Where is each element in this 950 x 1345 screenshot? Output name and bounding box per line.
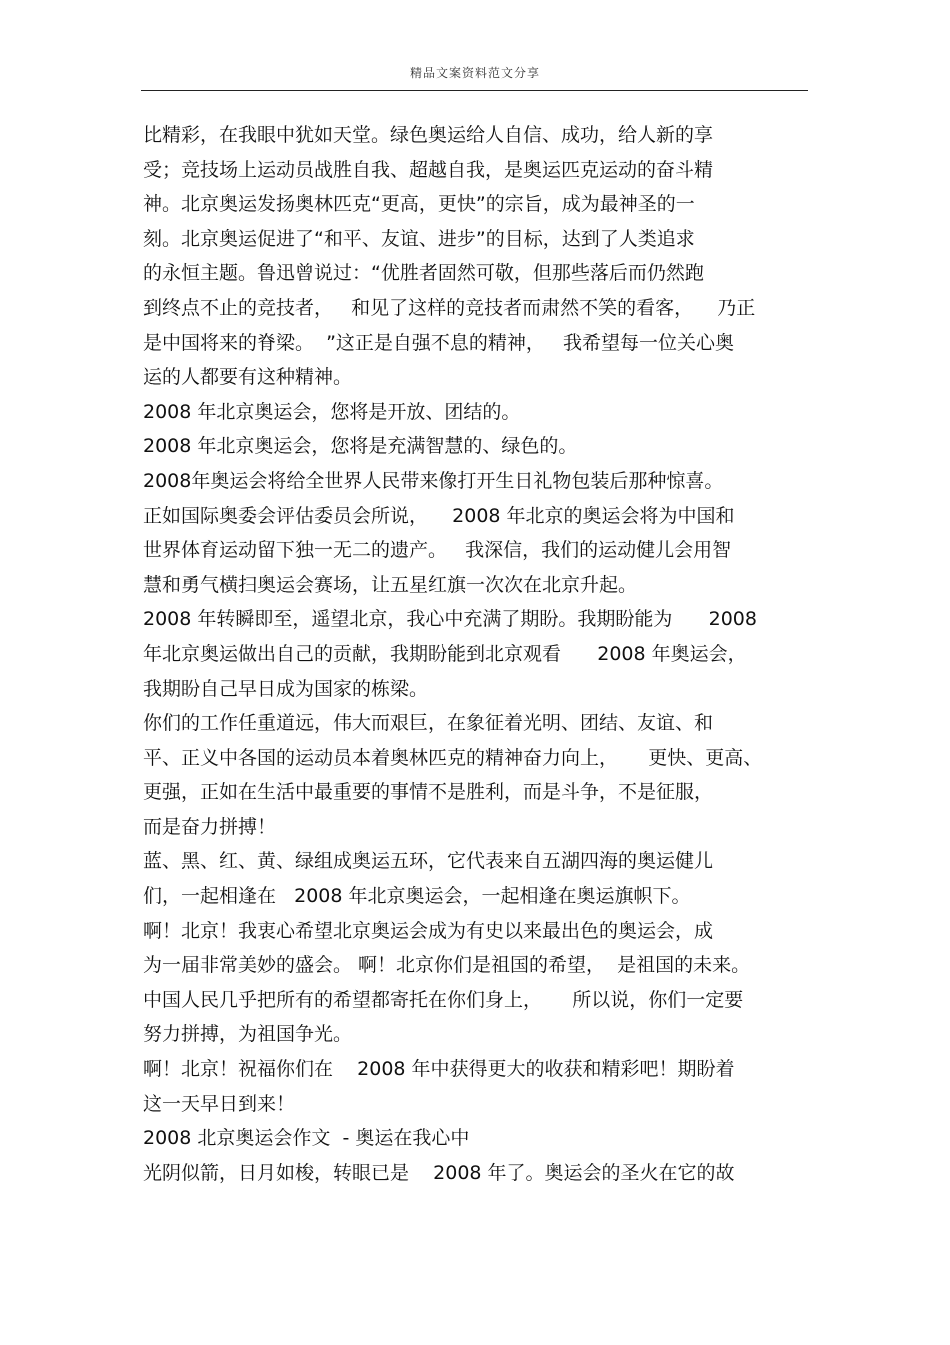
text-line: 运的人都要有这种精神。: [143, 366, 353, 389]
document-body: [143, 118, 808, 1190]
page-header: 精品文案资料范文分享: [409, 66, 540, 80]
text-line: 而是奋力拼搏！: [143, 815, 277, 838]
text-line: 啊！北京！我衷心希望北京奥运会成为有史以来最出色的奥运会，成: [143, 919, 714, 942]
text-line: 到终点不止的竞技者， 和见了这样的竞技者而肃然不笑的看客， 乃正: [143, 296, 756, 319]
text-line: 更强，正如在生活中最重要的事情不是胜利，而是斗争，不是征服，: [143, 781, 714, 804]
text-line: 这一天早日到来！: [143, 1092, 296, 1115]
text-line: 我期盼自己早日成为国家的栋梁。: [143, 677, 429, 700]
text-line: 们，一起相逢在 2008 年北京奥运会，一起相逢在奥运旗帜下。: [143, 885, 691, 908]
text-line: 神。北京奥运发扬奥林匹克“更高，更快”的宗旨，成为最神圣的一: [143, 193, 695, 216]
text-line: 比精彩，在我眼中犹如天堂。绿色奥运给人自信、成功，给人新的享: [143, 124, 714, 146]
text-line: 刻。北京奥运促进了“和平、友谊、进步”的目标，达到了人类追求: [143, 227, 695, 250]
section-heading: 2008 北京奥运会作文 - 奥运在我心中: [143, 1127, 470, 1150]
text-line: 是中国将来的脊梁。 ”这正是自强不息的精神， 我希望每一位关心奥: [143, 331, 735, 354]
text-line: 2008年奥运会将给全世界人民带来像打开生日礼物包装后那种惊喜。: [143, 469, 724, 492]
text-line: 世界体育运动留下独一无二的遗产。 我深信，我们的运动健儿会用智: [143, 539, 732, 562]
header-divider: [141, 90, 808, 91]
text-line: 啊！北京！祝福你们在 2008 年中获得更大的收获和精彩吧！期盼着: [143, 1058, 735, 1081]
text-line: 为一届非常美妙的盛会。 啊！北京你们是祖国的希望， 是祖国的未来。: [143, 954, 751, 977]
text-line: 平、正义中各国的运动员本着奥林匹克的精神奋力向上， 更快、更高、: [143, 746, 763, 769]
text-line: 受；竞技场上运动员战胜自我、超越自我，是奥运匹克运动的奋斗精: [143, 158, 714, 181]
text-line: 2008 年北京奥运会，您将是充满智慧的、绿色的。: [143, 435, 578, 458]
text-line: 年北京奥运做出自己的贡献，我期盼能到北京观看 2008 年奥运会，: [143, 642, 747, 665]
text-line: 中国人民几乎把所有的希望都寄托在你们身上， 所以说，你们一定要: [143, 988, 744, 1011]
text-line: 你们的工作任重道远，伟大而艰巨，在象征着光明、团结、友谊、和: [143, 712, 714, 735]
text-line: 光阴似箭，日月如梭，转眼已是 2008 年了。奥运会的圣火在它的故: [143, 1161, 735, 1184]
text-line: 的永恒主题。鲁迅曾说过：“优胜者固然可敬，但那些落后而仍然跑: [143, 262, 704, 285]
text-line: 2008 年北京奥运会，您将是开放、团结的。: [143, 400, 521, 423]
text-line: 努力拼搏，为祖国争光。: [143, 1023, 353, 1046]
text-line: 蓝、黑、红、黄、绿组成奥运五环，它代表来自五湖四海的奥运健儿: [143, 850, 714, 873]
text-line: 正如国际奥委会评估委员会所说， 2008 年北京的奥运会将为中国和: [143, 504, 735, 527]
text-line: 慧和勇气横扫奥运会赛场，让五星红旗一次次在北京升起。: [143, 573, 638, 596]
text-line: 2008 年转瞬即至，遥望北京，我心中充满了期盼。我期盼能为 2008: [143, 608, 757, 631]
